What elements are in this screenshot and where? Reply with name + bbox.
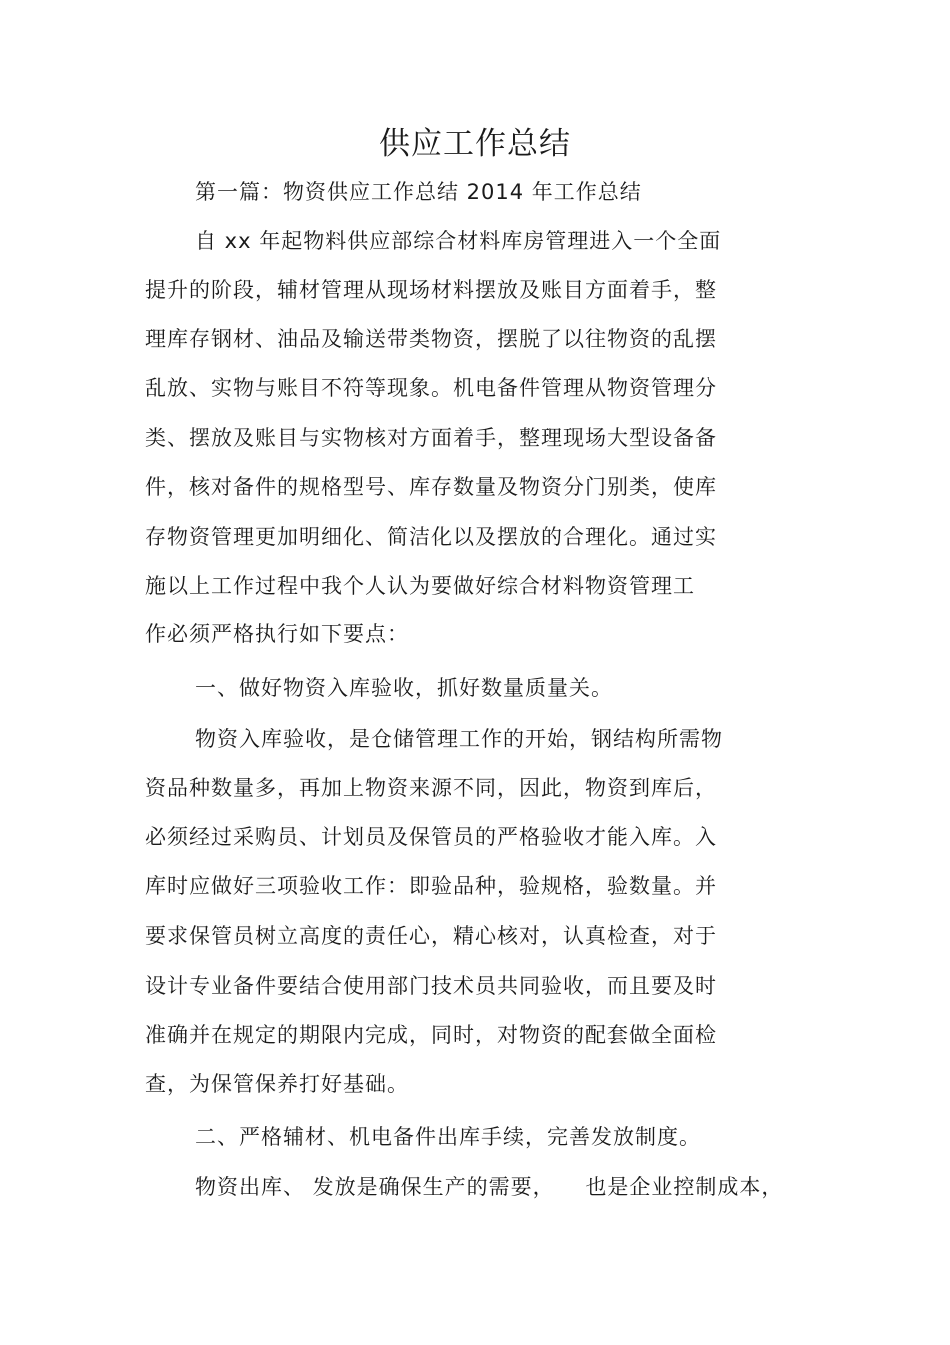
paragraph-line: 物资出库、 发放是确保生产的需要， 也是企业控制成本， (195, 1175, 784, 1199)
paragraph-line: 设计专业备件要结合使用部门技术员共同验收，而且要及时 (145, 974, 717, 998)
paragraph-line: 准确并在规定的期限内完成，同时，对物资的配套做全面检 (145, 1023, 717, 1047)
paragraph-line: 存物资管理更加明细化、简洁化以及摆放的合理化。通过实 (145, 525, 717, 549)
paragraph-line: 类、摆放及账目与实物核对方面着手，整理现场大型设备备 (145, 426, 717, 450)
paragraph-line: 作必须严格执行如下要点： (145, 622, 409, 646)
paragraph-line: 乱放、实物与账目不符等现象。机电备件管理从物资管理分 (145, 376, 717, 400)
paragraph-line: 资品种数量多，再加上物资来源不同，因此，物资到库后， (145, 776, 717, 800)
paragraph-line: 提升的阶段，辅材管理从现场材料摆放及账目方面着手，整 (145, 278, 717, 302)
paragraph-line: 必须经过采购员、计划员及保管员的严格验收才能入库。入 (145, 825, 717, 849)
paragraph-line: 自 xx 年起物料供应部综合材料库房管理进入一个全面 (195, 229, 722, 253)
paragraph-line: 要求保管员树立高度的责任心，精心核对，认真检查，对于 (145, 924, 717, 948)
paragraph-line: 施以上工作过程中我个人认为要做好综合材料物资管理工 (145, 574, 695, 598)
paragraph-line: 理库存钢材、油品及输送带类物资，摆脱了以往物资的乱摆 (145, 327, 717, 351)
paragraph-line: 查，为保管保养打好基础。 (145, 1072, 409, 1096)
paragraph-line: 物资入库验收，是仓储管理工作的开始，钢结构所需物 (195, 727, 723, 751)
section-heading: 二、严格辅材、机电备件出库手续，完善发放制度。 (195, 1125, 701, 1149)
document-title: 供应工作总结 (379, 126, 571, 162)
section-heading: 一、做好物资入库验收，抓好数量质量关。 (195, 676, 613, 700)
paragraph-line: 件，核对备件的规格型号、库存数量及物资分门别类，使库 (145, 475, 717, 499)
paragraph-line: 库时应做好三项验收工作：即验品种，验规格，验数量。并 (145, 874, 717, 898)
document-subtitle: 第一篇：物资供应工作总结 2014 年工作总结 (195, 180, 642, 204)
